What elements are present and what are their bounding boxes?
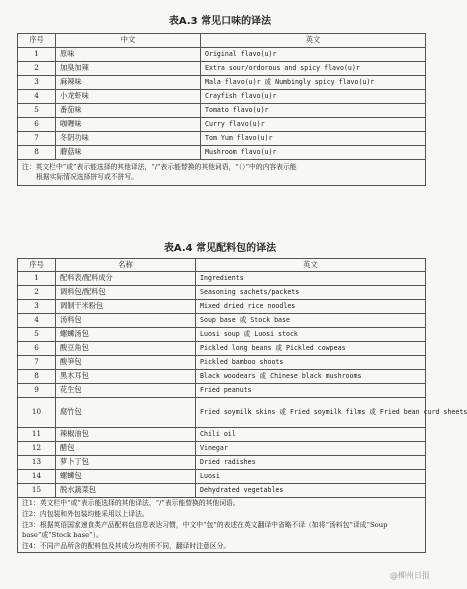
note-line: 注：英文栏中“或”表示能选择的其他译法，“/”表示能替换的其他词语，“（）”中的内容表示能 [22,163,297,172]
table-a3-note [18,160,426,186]
row-english: Seasoning sachets/packets [196,286,426,300]
table-row [18,484,426,498]
row-chinese: 辣椒油包 [56,428,196,442]
row-chinese: 冬阴功味 [56,132,201,146]
header-number: 序号 [18,34,56,48]
row-chinese: 配料表/配料成分 [56,272,196,286]
row-number: 2 [18,62,56,76]
row-chinese: 酸豆角包 [56,342,196,356]
row-english: Original flavo(u)r [201,48,426,62]
row-chinese: 酸笋包 [56,356,196,370]
row-chinese: 调制干米粉包 [56,300,196,314]
row-english: Extra sour/ordorous and spicy flavo(u)r [201,62,426,76]
row-english: Black woodears 或 Chinese black mushrooms [196,370,426,384]
row-english: Luosi soup 或 Luosi stock [196,328,426,342]
row-english: Mushroom flavo(u)r [201,146,426,160]
row-english: Mixed dried rice noodles [196,300,426,314]
note-line: 注4：不同产品所含的配料包及其成分均有所不同，翻译时注意区分。 [22,541,231,550]
row-chinese: 萝卜丁包 [56,456,196,470]
row-english: Dried radishes [196,456,426,470]
header-number: 序号 [18,259,56,272]
table-a4-ingredients [17,258,467,553]
row-english: Pickled bamboo shoots [196,356,426,370]
row-chinese: 麻辣味 [56,76,201,90]
row-number: 1 [18,48,56,62]
row-number: 5 [18,104,56,118]
row-english: Tom Yum flavo(u)r [201,132,426,146]
row-chinese: 脱水蔬菜包 [56,484,196,498]
note-line: 注1：英文栏中“或”表示能选择的其他译法，“/”表示能替换的其他词语。 [22,499,240,507]
row-english: Crayfish flavo(u)r [201,90,426,104]
row-number: 3 [18,300,56,314]
table-row [18,342,426,356]
row-number: 13 [18,456,56,470]
table-row [18,272,426,286]
row-number: 4 [18,314,56,328]
row-number: 12 [18,442,56,456]
row-english: Vinegar [196,442,426,456]
table-row [18,356,426,370]
row-chinese: 黑木耳包 [56,370,196,384]
row-number: 6 [18,342,56,356]
table-a3-title: 表A.3 常见口味的译法 [168,16,272,27]
row-chinese: 原味 [56,48,201,62]
table-row [18,146,426,160]
row-chinese: 腐竹包 [56,398,196,428]
table-row [18,62,426,76]
table-row [18,286,426,300]
row-chinese: 汤料包 [56,314,196,328]
table-a4-notes-row [18,498,426,553]
row-chinese: 咖喱味 [56,118,201,132]
row-english: Fried soymilk skins 或 Fried soymilk films 或 Fried bean curd sheets [196,398,426,428]
row-number: 7 [18,356,56,370]
table-header-row [18,259,426,272]
row-number: 1 [18,272,56,286]
row-english: Soup base 或 Stock base [196,314,426,328]
table-a3-body [18,48,426,160]
row-english: Luosi [196,470,426,484]
table-row [18,470,426,484]
header-english: 英文 [201,34,426,48]
row-chinese: 番茄味 [56,104,201,118]
header-english: 英文 [196,259,426,272]
row-number: 6 [18,118,56,132]
row-english: Fried peanuts [196,384,426,398]
header-chinese: 中文 [56,34,201,48]
note-line: 注2：内包装和外包装均能采用以上译法。 [22,510,149,519]
watermark: @柳州日报 [390,571,430,580]
row-chinese: 加臭加辣 [56,62,201,76]
row-number: 8 [18,146,56,160]
row-chinese: 螺蛳汤包 [56,328,196,342]
row-number: 7 [18,132,56,146]
row-english: Dehydrated vegetables [196,484,426,498]
table-row [18,48,426,62]
row-number: 10 [18,398,56,428]
row-english: Pickled long beans 或 Pickled cowpeas [196,342,426,356]
row-english: Mala flavo(u)r 或 Numbingly spicy flavo(u)r [201,76,426,90]
table-row [18,384,426,398]
row-number: 11 [18,428,56,442]
row-english: Tomato flavo(u)r [201,104,426,118]
row-english: Chili oil [196,428,426,442]
row-english: Ingredients [196,272,426,286]
note-line: 根据实际情况选择拼写或不拼写。 [36,172,138,181]
row-chinese: 小龙虾味 [56,90,201,104]
note-line: 注3：根据英语国家速食类产品配料包信息表达习惯，中文中“包”的表述在英文翻译中省略不译（如将“汤料包”译成“Soup base”或“Stock base”）。 [22,521,388,539]
table-a4-notes [18,498,426,553]
row-number: 4 [18,90,56,104]
table-row [18,314,426,328]
row-chinese: 蘑菇味 [56,146,201,160]
header-name: 名称 [56,259,196,272]
table-a3-note-row [18,160,426,186]
row-number: 2 [18,286,56,300]
row-number: 5 [18,328,56,342]
row-number: 9 [18,384,56,398]
table-row [18,90,426,104]
table-a3-flavors [17,33,426,186]
table-row [18,428,426,442]
row-chinese: 花生包 [56,384,196,398]
table-row [18,132,426,146]
row-english: Curry flavo(u)r [201,118,426,132]
table-row [18,370,426,384]
table-a4-title: 表A.4 常见配料包的译法 [163,243,277,254]
table-row [18,104,426,118]
table-row [18,328,426,342]
row-number: 8 [18,370,56,384]
row-chinese: 调料包/配料包 [56,286,196,300]
row-number: 14 [18,470,56,484]
row-chinese: 醋包 [56,442,196,456]
row-number: 3 [18,76,56,90]
row-number: 15 [18,484,56,498]
table-row [18,300,426,314]
table-row [18,398,426,428]
table-row [18,76,426,90]
table-row [18,456,426,470]
row-chinese: 螺蛳包 [56,470,196,484]
table-a4-body [18,272,467,498]
table-header-row [18,34,426,48]
table-row [18,118,426,132]
table-row [18,442,426,456]
